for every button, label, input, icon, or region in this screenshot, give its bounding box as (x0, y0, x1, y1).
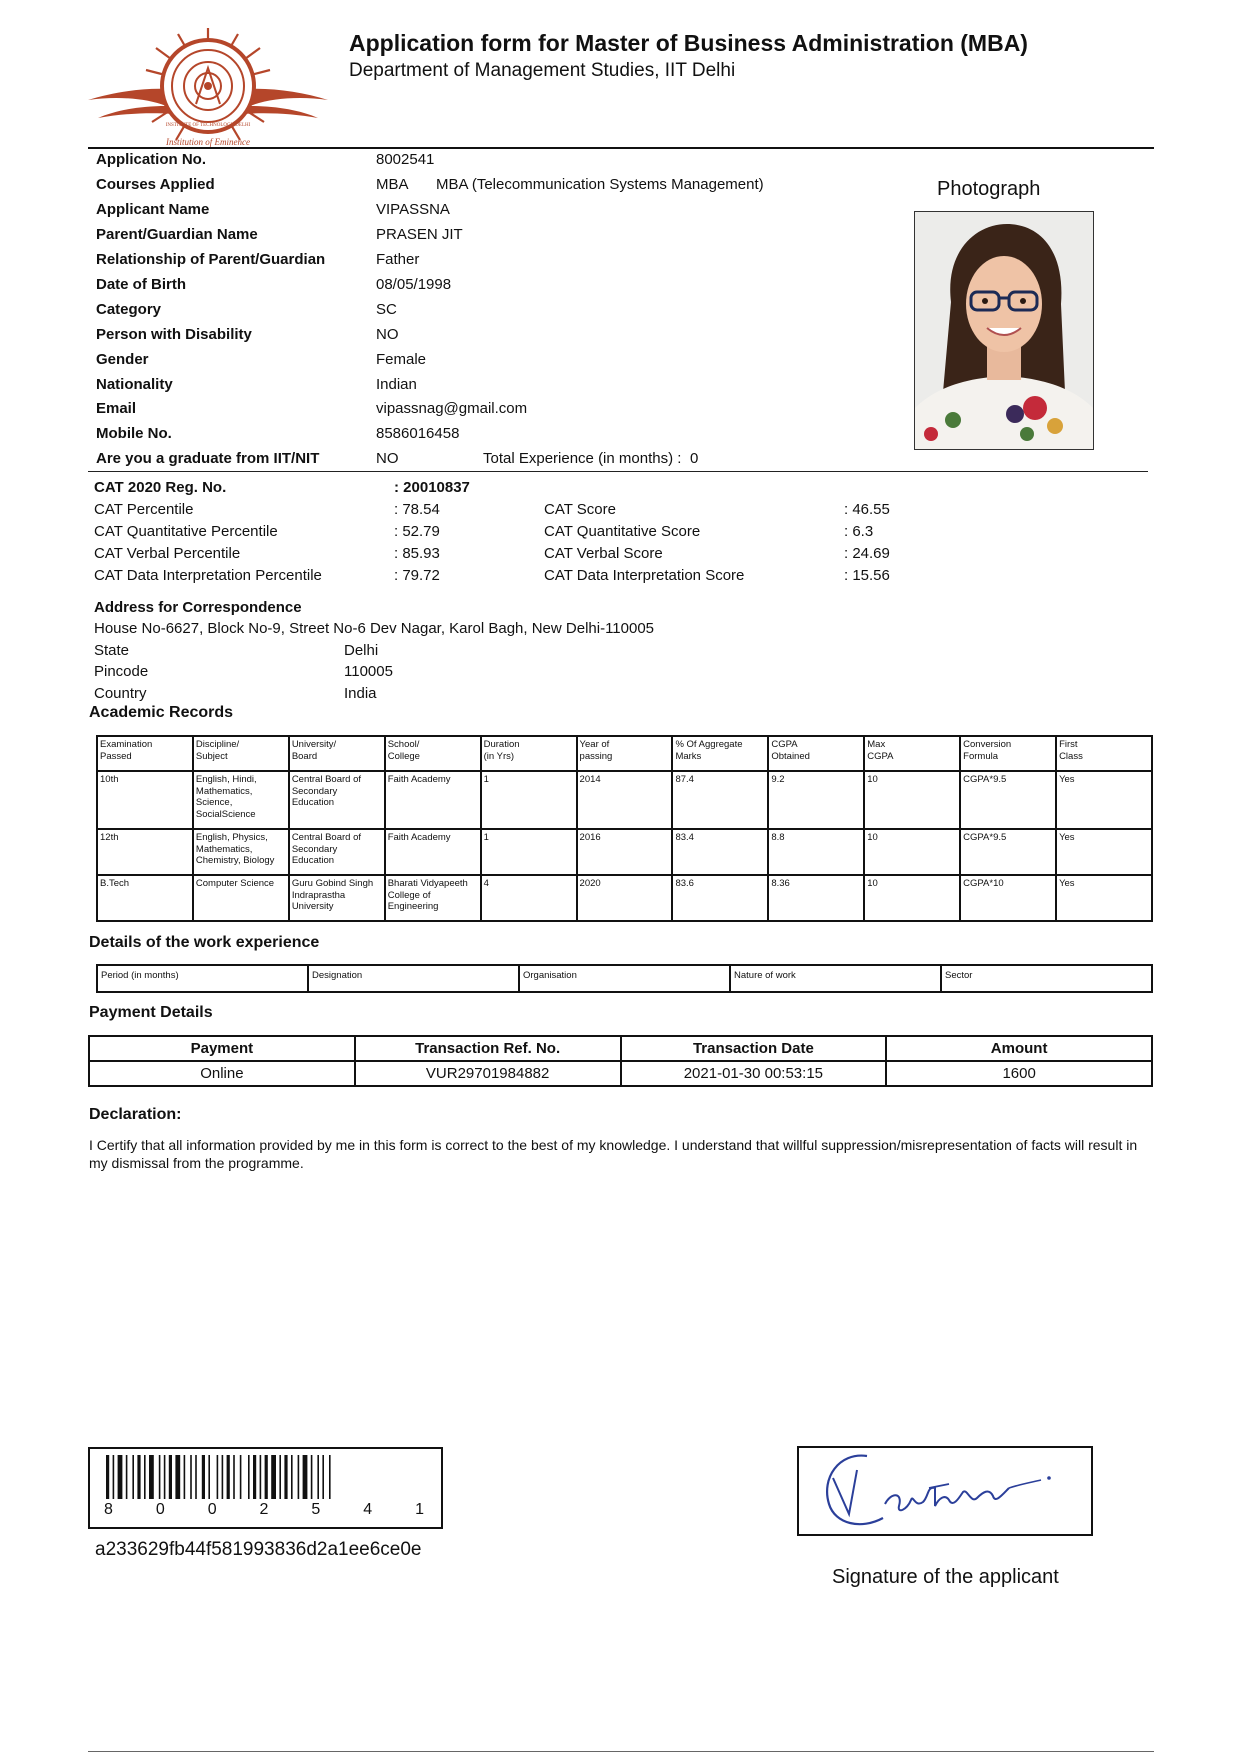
barcode-bar (164, 1455, 166, 1499)
academic-cell-text: 2016 (579, 832, 601, 843)
academic-cell (97, 771, 193, 829)
academic-cell-text: Secondary Education (291, 843, 338, 867)
academic-cell (768, 771, 864, 829)
barcode-bar (329, 1455, 331, 1499)
payment-header-row (89, 1036, 1152, 1061)
academic-cell (672, 875, 768, 921)
application-hash: a233629fb44f581993836d2a1ee6ce0e (95, 1539, 422, 1560)
barcode-digit: 0 (155, 1501, 165, 1518)
academic-cell-text: Guru Gobind Singh (291, 878, 374, 889)
academic-header-text: Max (867, 739, 886, 750)
barcode-bars (106, 1455, 426, 1501)
barcode-bar (144, 1455, 146, 1499)
academic-cell-text: 10 (867, 832, 878, 843)
academic-cell-text: CGPA*9.5 (963, 832, 1007, 843)
academic-cell (864, 829, 960, 875)
academic-cell-text: Chemistry, Biology (195, 855, 275, 867)
academic-cell-text: Mathematics, (195, 785, 253, 797)
academic-cell-text: Science, (195, 797, 233, 809)
academic-cell (481, 875, 577, 921)
academic-header-cell (577, 736, 673, 771)
barcode-bar (222, 1455, 224, 1499)
payment-value-cell: Online (89, 1061, 355, 1086)
barcode (88, 1447, 443, 1529)
barcode-bar (279, 1455, 281, 1499)
academic-cell-text: 87.4 (675, 774, 694, 785)
payment-header-cell: Payment (89, 1036, 355, 1061)
barcode-bar (322, 1455, 324, 1499)
barcode-bar (248, 1455, 250, 1499)
barcode-digit: 5 (311, 1501, 321, 1518)
academic-cell-text: B.Tech (100, 878, 130, 889)
academic-header-cell (672, 736, 768, 771)
academic-cell (960, 771, 1056, 829)
svg-text:Gautam: Gautam (799, 1448, 803, 1449)
academic-cell-text: Yes (1059, 878, 1075, 889)
academic-cell-text: Central Board of (291, 774, 361, 785)
academic-header-text: School/ (387, 739, 420, 750)
academic-cell (672, 829, 768, 875)
barcode-bar (265, 1455, 268, 1499)
payment-value-cell: 1600 (886, 1061, 1152, 1086)
academic-cell (97, 875, 193, 921)
academic-header-text: Discipline/ (195, 739, 240, 750)
signature-image (799, 1448, 1091, 1534)
work-header-cell: Designation (308, 965, 519, 992)
academic-header-cell (768, 736, 864, 771)
header-divider (88, 147, 1154, 149)
academic-cell-text: English, Physics, (195, 832, 268, 843)
academic-cell-text: 10 (867, 774, 878, 785)
barcode-bar (106, 1455, 109, 1499)
academic-header-text: First (1059, 739, 1078, 750)
work-header-row (97, 965, 1152, 992)
barcode-digit: 8 (104, 1501, 113, 1518)
barcode-bar (253, 1455, 256, 1499)
academic-cell-text: 1 (483, 774, 489, 785)
academic-cell-text: 2020 (579, 878, 601, 889)
academic-cell-text: 2014 (579, 774, 601, 785)
barcode-bar (227, 1455, 230, 1499)
academic-cell (289, 829, 385, 875)
payment-value-cell: 2021-01-30 00:53:15 (621, 1061, 887, 1086)
barcode-bar (126, 1455, 128, 1499)
academic-cell (577, 829, 673, 875)
academic-cell-text: Computer Science (195, 878, 275, 889)
address-heading: Address for Correspondence (94, 599, 302, 616)
barcode-bar (195, 1455, 197, 1499)
academic-cell (289, 875, 385, 921)
academic-header-cell (481, 736, 577, 771)
academic-cell-text: 12th (100, 832, 119, 843)
academic-cell (481, 771, 577, 829)
academic-header-cell (193, 736, 289, 771)
academic-cell (385, 829, 481, 875)
academic-header-text: Conversion (963, 739, 1012, 750)
academic-records-table (96, 735, 1153, 922)
address-line: House No-6627, Block No-9, Street No-6 Dev Nagar, Karol Bagh, New Delhi-110005 (94, 620, 655, 637)
payment-value-cell: VUR29701984882 (355, 1061, 621, 1086)
academic-cell-text: 10 (867, 878, 878, 889)
barcode-bar (208, 1455, 210, 1499)
svg-text:INSTITUTE OF TECHNOLOGY DELHI: INSTITUTE OF TECHNOLOGY DELHI (165, 123, 251, 128)
barcode-bar (137, 1455, 140, 1499)
barcode-digit: 4 (363, 1501, 373, 1518)
barcode-bar (303, 1455, 308, 1499)
academic-header-text: passing (579, 750, 613, 762)
academic-cell-text: Secondary Education (291, 785, 338, 809)
academic-cell (577, 771, 673, 829)
academic-cell (577, 875, 673, 921)
barcode-digit: 0 (207, 1501, 217, 1518)
barcode-digit: 2 (259, 1501, 269, 1518)
barcode-digit: 1 (415, 1501, 424, 1518)
academic-cell (193, 875, 289, 921)
academic-cell (1056, 829, 1152, 875)
academic-cell-text: SocialScience (195, 808, 256, 820)
barcode-bar (271, 1455, 276, 1499)
academic-cell (385, 771, 481, 829)
academic-cell-text: 9.2 (771, 774, 785, 785)
academic-cell-text: 1 (483, 832, 489, 843)
academic-header-cell (864, 736, 960, 771)
applicant-photo (914, 211, 1094, 450)
academic-header-text: Marks (675, 750, 702, 762)
academic-header-text: University/ (291, 739, 337, 750)
payment-details-title: Payment Details (89, 1004, 213, 1021)
barcode-bar (260, 1455, 262, 1499)
academic-cell-text: Bharati Vidyapeeth (387, 878, 468, 889)
academic-cell (1056, 875, 1152, 921)
barcode-bar (132, 1455, 134, 1499)
barcode-bar (298, 1455, 300, 1499)
academic-cell (385, 875, 481, 921)
academic-cell (289, 771, 385, 829)
academic-cell-text: 10th (100, 774, 119, 785)
payment-header-cell: Amount (886, 1036, 1152, 1061)
payment-header-cell: Transaction Ref. No. (355, 1036, 621, 1061)
academic-header-text: College (387, 750, 420, 762)
academic-header-cell (97, 736, 193, 771)
academic-header-text: Formula (963, 750, 998, 762)
barcode-bar (149, 1455, 154, 1499)
academic-cell-text: 8.36 (771, 878, 790, 889)
academic-header-row (97, 736, 1152, 771)
academic-header-text: Subject (195, 750, 228, 762)
academic-cell (97, 829, 193, 875)
academic-header-text: CGPA (771, 739, 798, 750)
academic-cell-text: English, Hindi, (195, 774, 257, 785)
academic-header-text: Year of (579, 739, 610, 750)
barcode-bar (217, 1455, 219, 1499)
academic-cell (193, 771, 289, 829)
table-row (97, 875, 1152, 921)
barcode-bar (311, 1455, 313, 1499)
work-header-cell: Period (in months) (97, 965, 308, 992)
academic-cell (864, 875, 960, 921)
academic-records-title: Academic Records (89, 704, 234, 721)
academic-header-text: (in Yrs) (483, 750, 515, 762)
barcode-bar (233, 1455, 235, 1499)
signature-label: Signature of the applicant (832, 1566, 1059, 1588)
academic-header-text: Board (291, 750, 318, 762)
academic-header-text: % Of Aggregate (675, 739, 743, 750)
academic-cell-text: Indraprastha (291, 889, 346, 901)
department-subtitle: Department of Management Studies, IIT Delhi (349, 60, 736, 81)
academic-cell-text: Central Board of (291, 832, 361, 843)
academic-header-text: Duration (483, 739, 520, 750)
academic-cell (193, 829, 289, 875)
table-row (97, 771, 1152, 829)
barcode-bar (175, 1455, 180, 1499)
academic-header-text: Obtained (771, 750, 810, 762)
declaration-title: Declaration: (89, 1106, 182, 1123)
declaration-text: I Certify that all information provided by me in this form is correct to the best of my knowledge. I understand that willful suppression/misrepresentation of facts will result in my dismissal from the programme. (89, 1137, 1138, 1171)
academic-cell-text: University (291, 901, 334, 913)
academic-cell-text: Faith Academy (387, 832, 451, 843)
barcode-digits (104, 1501, 424, 1519)
academic-header-text: Class (1059, 750, 1083, 762)
work-header-cell: Sector (941, 965, 1152, 992)
work-experience-title: Details of the work experience (89, 934, 320, 951)
barcode-bar (202, 1455, 205, 1499)
academic-header-cell (385, 736, 481, 771)
academic-header-text: Examination (100, 739, 153, 750)
barcode-bar (240, 1455, 242, 1499)
academic-cell-text: Faith Academy (387, 774, 451, 785)
academic-cell-text: CGPA*10 (963, 878, 1004, 889)
portrait-image (915, 212, 1093, 449)
academic-cell-text: Yes (1059, 832, 1075, 843)
signature-box (797, 1446, 1093, 1536)
academic-cell-text: 83.4 (675, 832, 694, 843)
academic-cell-text: Mathematics, (195, 843, 253, 855)
table-row (97, 829, 1152, 875)
payment-header-cell: Transaction Date (621, 1036, 887, 1061)
academic-cell (768, 875, 864, 921)
academic-cell-text: Yes (1059, 774, 1075, 785)
form-title: Application form for Master of Business Administration (MBA) (349, 30, 1028, 56)
academic-cell-text: Engineering (387, 901, 439, 913)
academic-cell-text: 4 (483, 878, 489, 889)
academic-header-text: CGPA (867, 750, 894, 762)
academic-cell-text: 8.8 (771, 832, 785, 843)
academic-cell (960, 875, 1056, 921)
academic-header-cell (289, 736, 385, 771)
svg-text:Institution of Eminence: Institution of Eminence (166, 137, 250, 147)
academic-cell-text: CGPA*9.5 (963, 774, 1007, 785)
barcode-bar (159, 1455, 161, 1499)
iit-delhi-logo (86, 26, 330, 148)
barcode-bar (190, 1455, 192, 1499)
barcode-bar (284, 1455, 287, 1499)
academic-cell (864, 771, 960, 829)
barcode-bar (118, 1455, 123, 1499)
academic-cell (481, 829, 577, 875)
barcode-bar (169, 1455, 172, 1499)
academic-cell (1056, 771, 1152, 829)
academic-header-text: Passed (100, 750, 132, 762)
work-header-cell: Organisation (519, 965, 730, 992)
academic-header-cell (960, 736, 1056, 771)
work-header-cell: Nature of work (730, 965, 941, 992)
academic-cell (768, 829, 864, 875)
academic-header-cell (1056, 736, 1152, 771)
academic-cell-text: College of (387, 889, 431, 901)
barcode-bar (113, 1455, 115, 1499)
photograph-label: Photograph (937, 178, 1041, 200)
work-experience-table (96, 964, 1153, 993)
academic-cell-text: 83.6 (675, 878, 694, 889)
barcode-bar (184, 1455, 186, 1499)
academic-cell (960, 829, 1056, 875)
barcode-bar (317, 1455, 319, 1499)
payment-table (88, 1035, 1153, 1087)
academic-cell (672, 771, 768, 829)
payment-value-row (89, 1061, 1152, 1086)
footer-rule (88, 1751, 1154, 1752)
section-divider (88, 471, 1148, 472)
barcode-bar (291, 1455, 293, 1499)
